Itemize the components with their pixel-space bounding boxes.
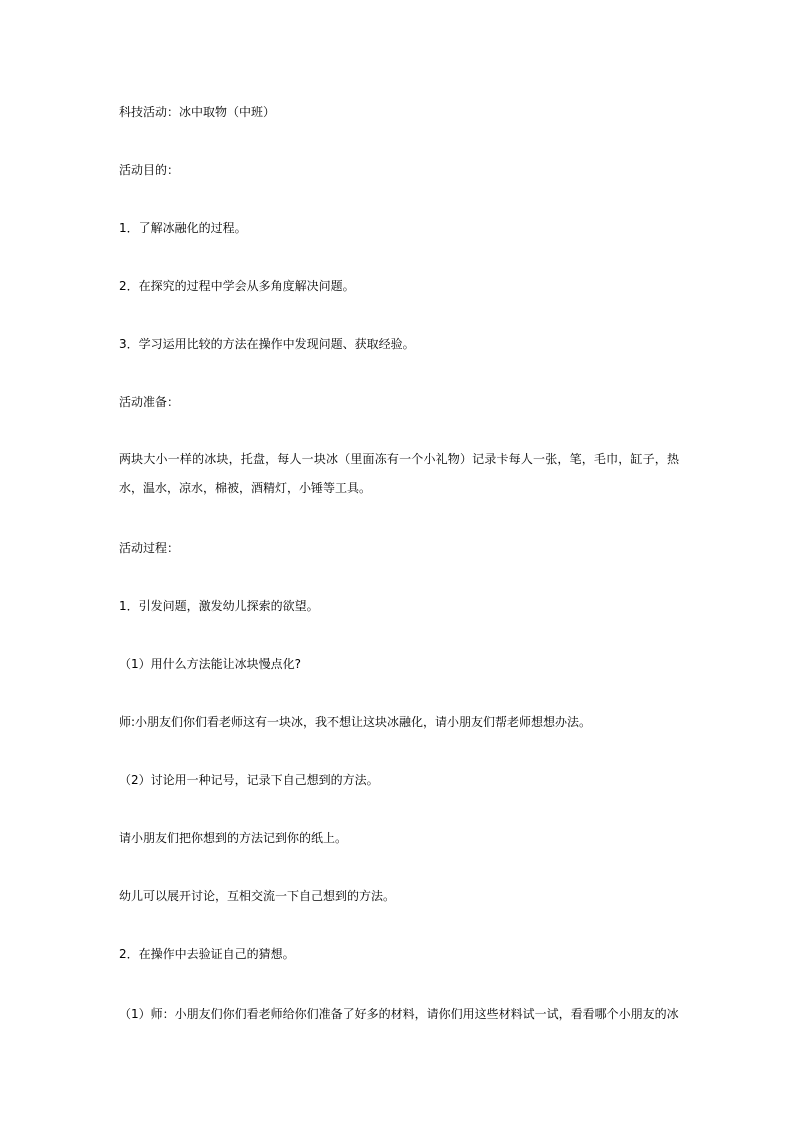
discussion-line: 幼儿可以展开讨论，互相交流一下自己想到的方法。 [119,889,396,903]
prep-heading: 活动准备： [119,395,180,409]
document-title: 科技活动：冰中取物（中班） [119,105,276,119]
instruction-line: 请小朋友们把你想到的方法记到你的纸上。 [119,831,348,845]
prep-paragraph: 两块大小一样的冰块，托盘，每人一块冰（里面冻有一个小礼物）记录卡每人一张，笔，毛巾，缸子，热水，温水，凉水，棉被，酒精灯，小锤等工具。 [119,452,679,495]
goal-item-1: 1．了解冰融化的过程。 [119,221,247,235]
process-heading: 活动过程： [119,541,180,555]
goal-item-2: 2．在探究的过程中学会从多角度解决问题。 [119,279,355,293]
process-step-2: 2．在操作中去验证自己的猜想。 [119,947,295,961]
process-substep-1-2: （2）讨论用一种记号，记录下自己想到的方法。 [119,773,379,787]
goals-heading: 活动目的： [119,163,180,177]
goal-item-3: 3．学习运用比较的方法在操作中发现问题、获取经验。 [119,337,415,351]
process-step-1: 1．引发问题，激发幼儿探索的欲望。 [119,599,319,613]
teacher-quote-1: 师:小朋友们你们看老师这有一块冰，我不想让这块冰融化，请小朋友们帮老师想想办法。 [119,715,592,729]
process-substep-2-1: （1）师：小朋友们你们看老师给你们准备了好多的材料，请你们用这些材料试一试，看看哪个小朋友的冰 [119,1007,679,1021]
process-substep-1-1: （1）用什么方法能让冰块慢点化? [119,657,302,671]
